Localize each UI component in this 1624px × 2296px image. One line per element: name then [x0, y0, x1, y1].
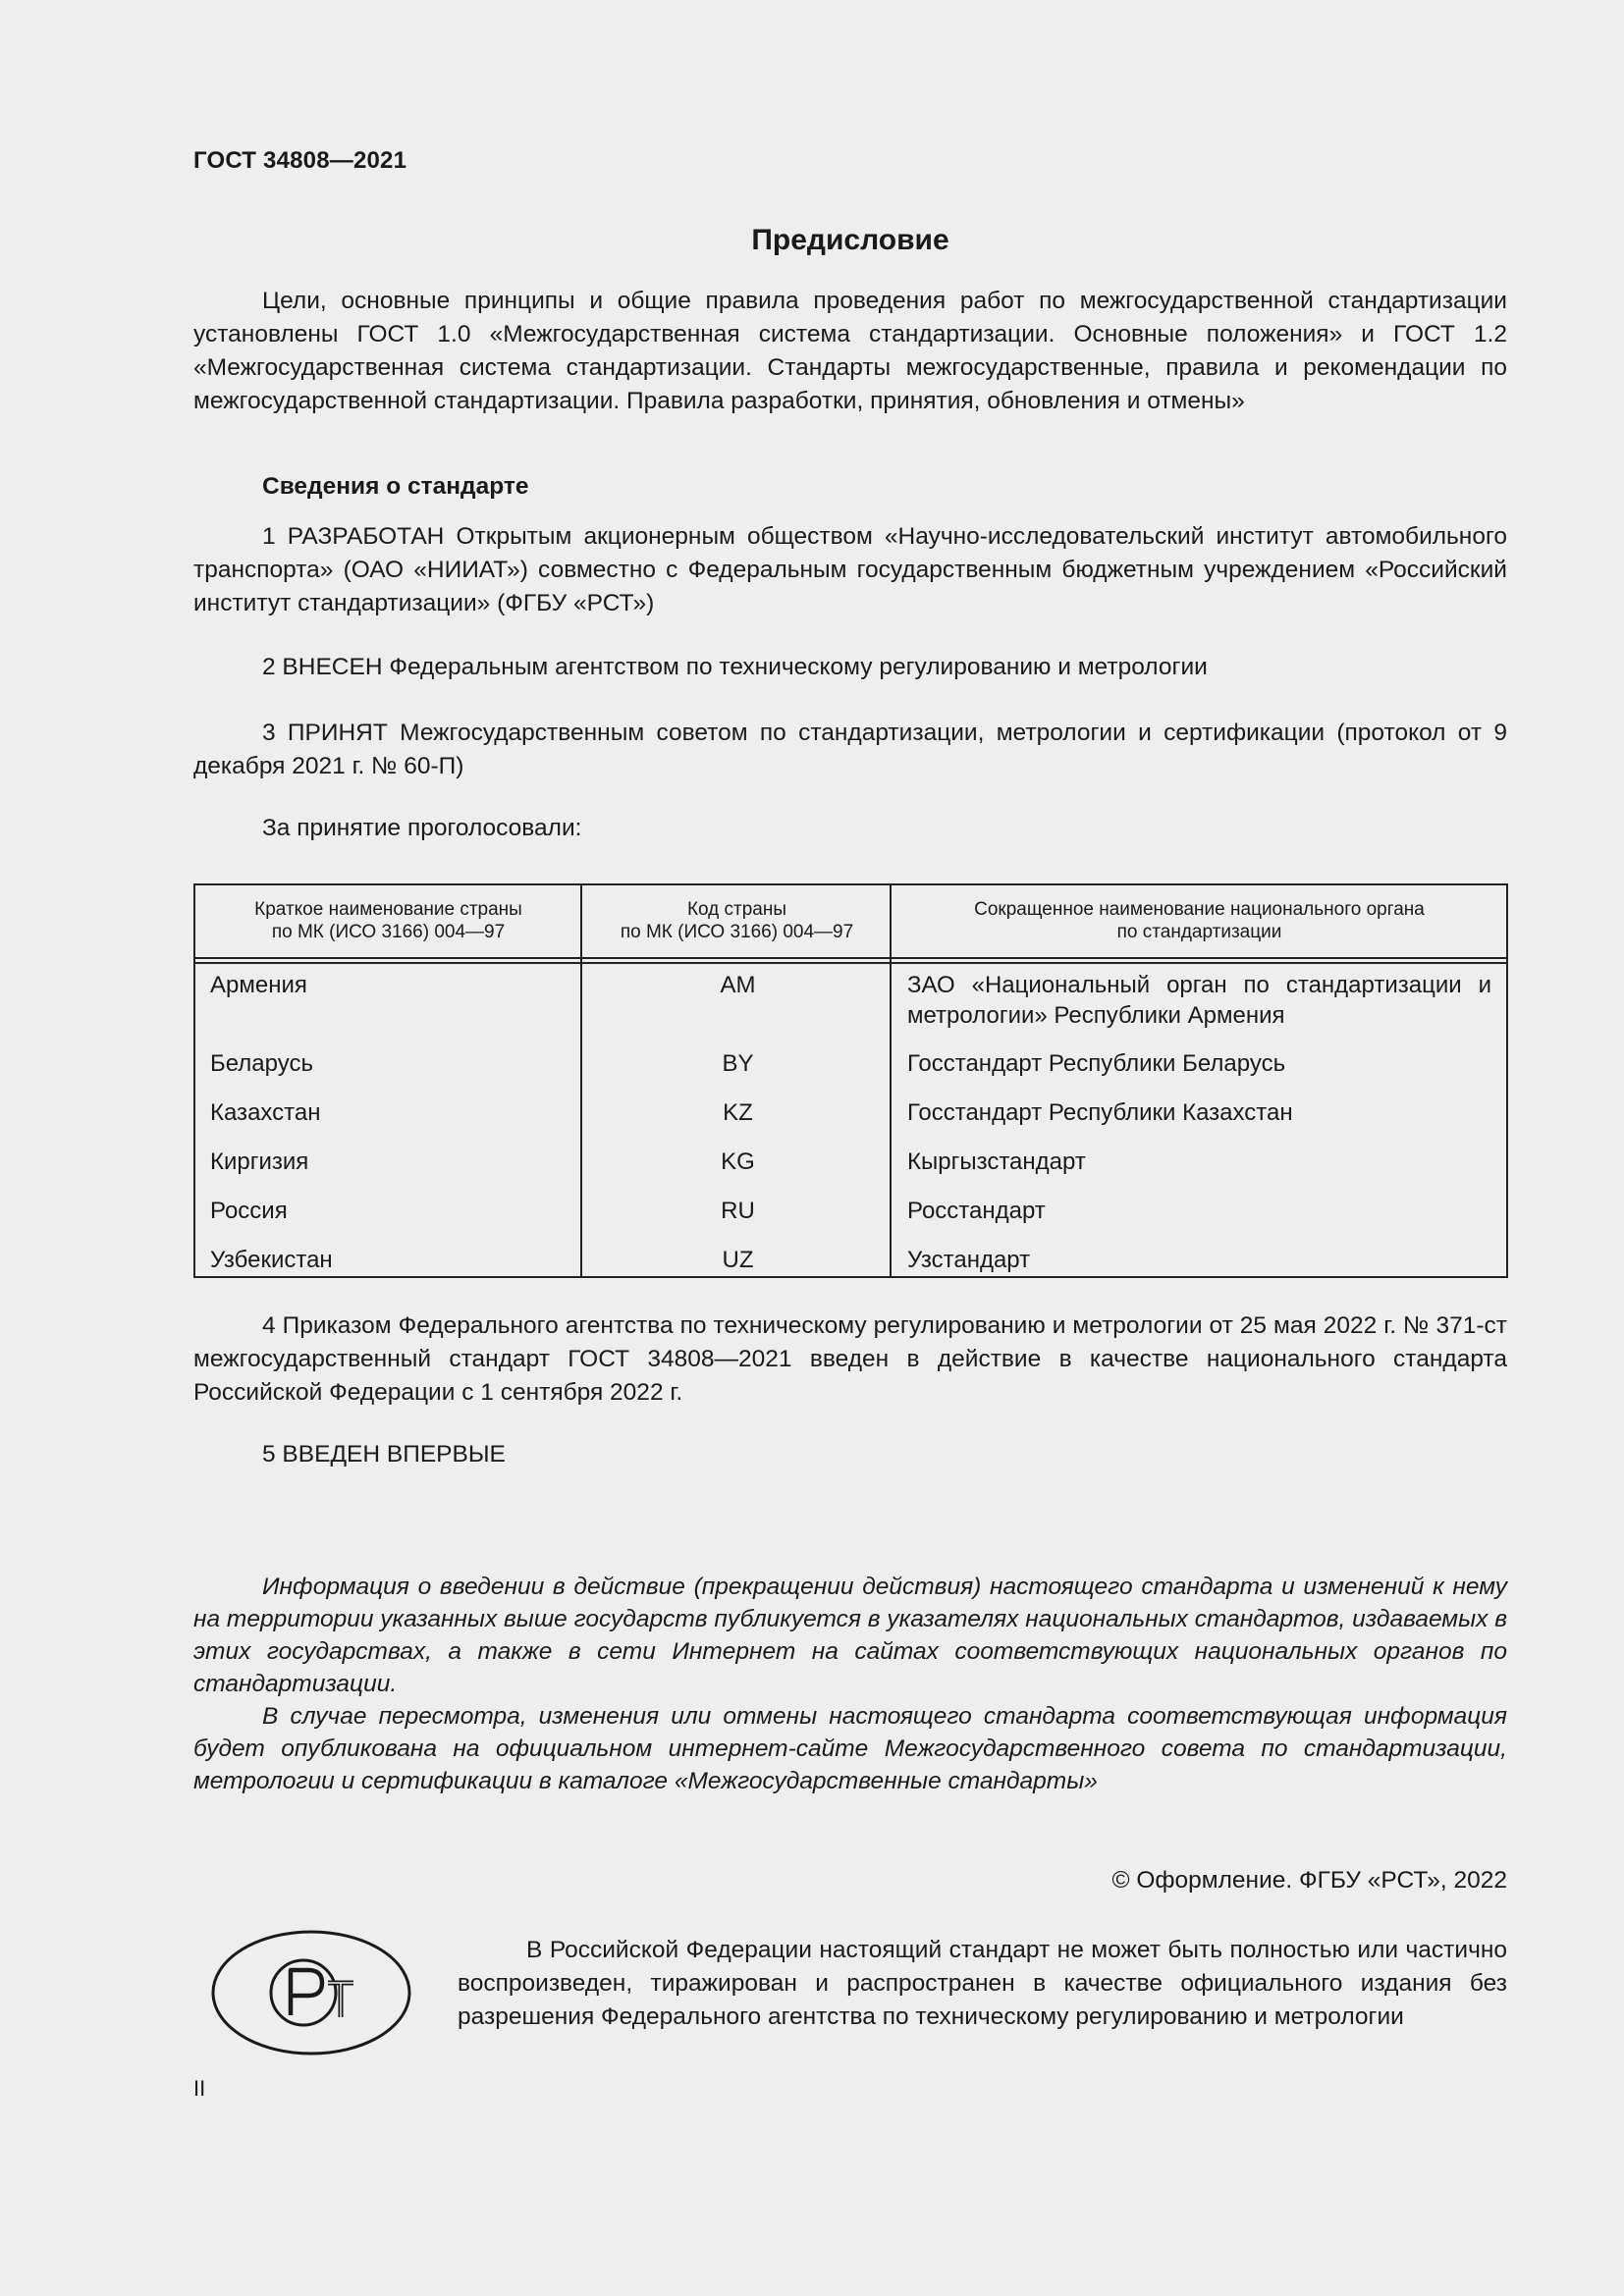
cell-organization: ЗАО «Национальный орган по стандартизации и метрологии» Республики Армения [907, 972, 1491, 1029]
cell-country: Узбекистан [210, 1247, 333, 1273]
table-header-code: Код страны по МК (ИСО 3166) 004—97 [620, 899, 854, 942]
page-title: Предисловие [751, 224, 949, 256]
item-5-introduced: 5 ВВЕДЕН ВПЕРВЫЕ [262, 1441, 506, 1468]
item-2-submitted: 2 ВНЕСЕН Федеральным агентством по техническому регулированию и метрологии [262, 654, 1208, 680]
cell-code: KG [721, 1148, 755, 1175]
intro-paragraph: Цели, основные принципы и общие правила проведения работ по межгосударственной стандартизации установлены ГОСТ 1.0 «Межгосударственная система стандартизации. Основные положения» и ГОСТ 1.2 «Межгосударственная система стандартизации. Стандарты межгосударственные, правила и рекомендации по межгосударственной стандартизации. Правила разработки, принятия, обновления и отмены» [193, 288, 1507, 414]
voted-label: За принятие проголосовали: [262, 815, 582, 841]
cell-country: Россия [210, 1198, 288, 1224]
cell-organization: Госстандарт Республики Казахстан [907, 1099, 1293, 1126]
cell-code: RU [721, 1198, 755, 1224]
table-header-rule [195, 957, 1506, 959]
table-header-organization: Сокращенное наименование национального органа по стандартизации [974, 899, 1425, 942]
item-1-developed: 1 РАЗРАБОТАН Открытым акционерным обществом «Научно-исследовательский институт автомобильного транспорта» (ОАО «НИИАТ») совместно с Федеральным государственным бюджетным учреждением «Российский институт стандартизации» (ФГБУ «РСТ») [193, 523, 1507, 616]
table-column-divider [580, 885, 582, 1276]
cell-code: AM [720, 972, 756, 998]
document-code-header: ГОСТ 34808—2021 [193, 147, 407, 174]
cell-code: UZ [722, 1247, 754, 1273]
table-header-rule [195, 962, 1506, 964]
cell-organization: Кыргызстандарт [907, 1148, 1086, 1175]
table-header-country: Краткое наименование страны по МК (ИСО 3166) 004—97 [254, 899, 522, 942]
cell-organization: Узстандарт [907, 1247, 1031, 1273]
rst-certification-logo [210, 1929, 412, 2056]
copyright-line: © Оформление. ФГБУ «РСТ», 2022 [1111, 1867, 1507, 1894]
info-block [193, 1571, 1507, 1797]
standard-info-heading: Сведения о стандарте [262, 473, 529, 500]
info-paragraph-1: Информация о введении в действие (прекращении действия) настоящего стандарта и изменений к нему на территории указанных выше государств публикуется в указателях национальных стандартов, издаваемых в этих государствах, а также в сети Интернет на сайтах соответствующих национальных органов по стандартизации. [193, 1574, 1507, 1697]
cell-country: Армения [210, 972, 307, 998]
info-paragraph-2: В случае пересмотра, изменения или отмены настоящего стандарта соответствующая информация будет опубликована на официальном интернет-сайте Межгосударственного совета по стандартизации, метрологии и сертификации в каталоге «Межгосударственные стандарты» [193, 1703, 1507, 1794]
cell-code: BY [722, 1050, 754, 1077]
cell-country: Киргизия [210, 1148, 309, 1175]
cell-code: KZ [723, 1099, 753, 1126]
item-4-order: 4 Приказом Федерального агентства по техническому регулированию и метрологии от 25 мая 2022 г. № 371-ст межгосударственный стандарт ГОСТ 34808—2021 введен в действие в качестве национального стандарта Российской Федерации с 1 сентября 2022 г. [193, 1312, 1507, 1406]
item-3-adopted: 3 ПРИНЯТ Межгосударственным советом по стандартизации, метрологии и сертификации (протокол от 9 декабря 2021 г. № 60-П) [193, 720, 1507, 779]
cell-country: Беларусь [210, 1050, 313, 1077]
cell-organization: Госстандарт Республики Беларусь [907, 1050, 1286, 1077]
page-number: II [193, 2076, 206, 2101]
voting-table [193, 883, 1508, 1278]
cell-country: Казахстан [210, 1099, 321, 1126]
copyright-notice: В Российской Федерации настоящий стандарт не может быть полностью или частично воспроизведен, тиражирован и распространен в качестве официального издания без разрешения Федерального агентства по техническому регулированию и метрологии [458, 1937, 1507, 2030]
cell-organization: Росстандарт [907, 1198, 1046, 1224]
